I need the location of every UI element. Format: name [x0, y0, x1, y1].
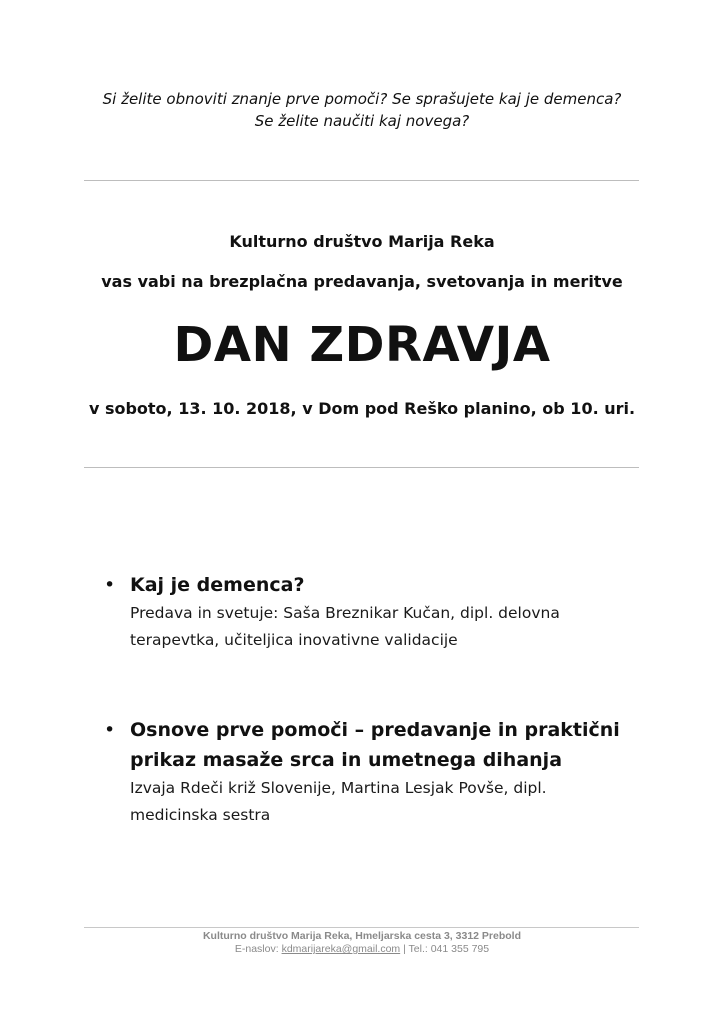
divider-footer	[84, 927, 639, 928]
bullet-icon: •	[104, 719, 116, 741]
topic-description-line: Predava in svetuje: Saša Breznikar Kučan, dipl. delovna	[130, 604, 560, 622]
footer-contact	[0, 943, 724, 956]
invitation-text: vas vabi na brezplačna predavanja, svetovanja in meritve	[101, 272, 623, 291]
footer-separator: |	[400, 943, 409, 955]
intro-line-2: Se želite naučiti kaj novega?	[254, 112, 470, 130]
bullet-icon: •	[104, 574, 116, 596]
topic-title-line: Osnove prve pomoči – predavanje in praktični	[130, 719, 620, 741]
intro-line-1: Si želite obnoviti znanje prve pomoči? Se sprašujete kaj je demenca?	[102, 90, 622, 108]
topic-description-line: terapevtka, učiteljica inovativne validacije	[130, 631, 458, 649]
topic-title-line: prikaz masaže srca in umetnega dihanja	[130, 749, 563, 771]
divider-middle	[84, 467, 639, 468]
topic-description-line: Izvaja Rdeči križ Slovenije, Martina Lesjak Povše, dipl.	[130, 779, 547, 797]
topic-description-line: medicinska sestra	[130, 806, 271, 824]
topic-title: Kaj je demenca?	[130, 574, 305, 596]
divider-top	[84, 180, 639, 181]
footer	[0, 930, 724, 956]
event-date-location: v soboto, 13. 10. 2018, v Dom pod Reško planino, ob 10. uri.	[88, 399, 636, 418]
footer-email-link[interactable]: kdmarijareka@gmail.com	[281, 943, 401, 955]
footer-email-label: E-naslov:	[234, 943, 282, 955]
topic-item-dementia	[104, 570, 624, 654]
event-title: DAN ZDRAVJA	[173, 317, 551, 373]
topic-item-first-aid	[104, 715, 624, 829]
footer-address: Kulturno društvo Marija Reka, Hmeljarska cesta 3, 3312 Prebold	[202, 930, 522, 942]
intro-questions	[0, 88, 724, 132]
footer-phone: Tel.: 041 355 795	[408, 943, 490, 955]
organizer-name: Kulturno društvo Marija Reka	[229, 232, 495, 251]
